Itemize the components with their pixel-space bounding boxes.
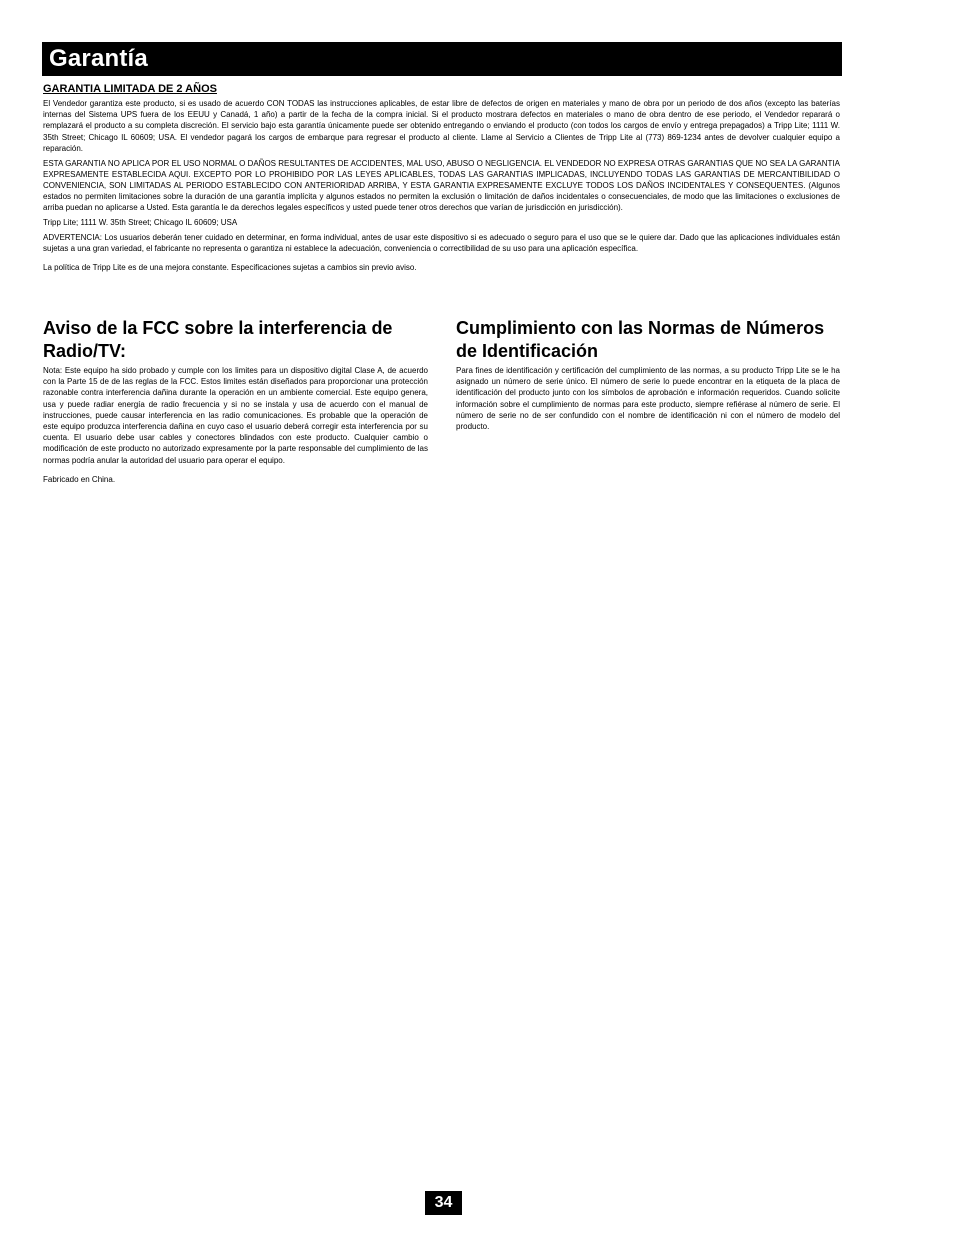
warranty-address: Tripp Lite; 1111 W. 35th Street; Chicago IL 60609; USA	[43, 218, 238, 228]
warranty-heading: GARANTIA LIMITADA DE 2 AÑOS	[43, 83, 217, 95]
warranty-warning-paragraph: ADVERTENCIA: Los usuarios deberán tener cuidado en determinar, en forma individual, antes de usar este dispositivo si es adecuado o seguro para el uso que se le quiere dar. Dado que las aplicaciones individuales están sujetas a una gran variedad, el fabricante no representa o garantiza ni establece la adecuación, conveniencia o correctibilidad de su uso para una aplicación específica.	[43, 232, 840, 253]
compliance-title: Cumplimiento con las Normas de Números de Identificación	[456, 318, 825, 361]
fcc-title: Aviso de la FCC sobre la interferencia de Radio/TV:	[43, 318, 393, 361]
warranty-policy-note: La política de Tripp Lite es de una mejora constante. Especificaciones sujetas a cambios sin previo aviso.	[43, 263, 417, 273]
title-banner	[42, 42, 842, 76]
compliance-section	[456, 317, 840, 436]
fcc-paragraph: Nota: Este equipo ha sido probado y cumple con los limites para un dispositivo digital Clase A, de acuerdo con la Parte 15 de de las reglas de la FCC. Estos limites están diseñados para proporcionar una protección razonable contra interferencia dañina durante la operación en un ambiente comercial. Este equipo genera, usa y puede radiar energía de radio frecuencia y si no se instala y usa de acuerdo con el manual de instrucciones, puede causar interferencia en las radio comunicaciones. Es probable que la operación de este equipo produzca interferencia dañina en cuyo caso el usuario deberá corregir esta interferencia por su cuenta. El usuario debe usar cables y conectores blindados con este producto. Cualquier cambio o modificación de este producto no autorizado expresamente por la parte responsable del cumplimiento de las normas podría anular la autoridad del usuario para operar el equipo.	[43, 366, 428, 465]
compliance-paragraph: Para fines de identificación y certificación del cumplimiento de las normas, a su producto Tripp Lite se le ha asignado un número de serie único. El número de serie lo puede encontrar en la etiqueta de la placa de identificación del producto junto con los símbolos de aprobación e información requeridos. Cuando solicite información sobre el cumplimiento de normas para este producto, siempre refiérase al número de serie. El número de serie no de ser confundido con el nombre de identificación ni con el número de modelo del producto.	[456, 366, 840, 432]
fcc-section	[43, 317, 428, 489]
warranty-disclaimer-paragraph: ESTA GARANTIA NO APLICA POR EL USO NORMAL O DAÑOS RESULTANTES DE ACCIDENTES, MAL USO, ABUSO O NEGLIGENCIA. EL VENDEDOR NO EXPRESA OTRAS GARANTIAS QUE NO SEA LA GARANTIA EXPRESAMENTE ESTABLECIDA AQUI. EXCEPTO POR LO PROHIBIDO POR LAS LEYES APLICABLES, TODAS LAS GARANTIAS IMPLICADAS, INCLUYENDO TODAS LAS GARANTIAS DE MERCANTIBILIDAD O CONVENIENCIA, SON LIMITADAS AL PERIODO ESTABLECIDO CON ANTERIORIDAD ARRIBA, Y ESTA GARANTIA EXPRESAMENTE EXCLUYE TODOS LOS DAÑOS INCIDENTALES Y CONSEQUENTES. (Algunos estados no permiten limitaciones sobre la duración de una garantía implícita y algunos estados no permiten la exclusión o limitación de daños incidentales o consecuenciales, de modo que las limitaciones o exclusiones de arriba puedan no aplicarse a Usted. Esta garantía le da derechos legales específicos y usted puede tener otros derechos que varían de jurisdicción en jurisdicción).	[43, 158, 840, 213]
fcc-made-in-note: Fabricado en China.	[43, 474, 116, 484]
warranty-section	[43, 83, 840, 277]
page-title: Garantía	[49, 45, 148, 72]
warranty-paragraph: El Vendedor garantiza este producto, si es usado de acuerdo CON TODAS las instrucciones aplicables, de estar libre de defectos de origen en materiales y mano de obra por un periodo de dos años (excepto las baterías internas del Sistema UPS fuera de los EEUU y Canadá, 1 año) a partir de la fecha de la compra inicial. Si el producto mostrara defectos en materiales o mano de obra dentro de ese periodo, el Vendedor reparará o remplazará el producto a su completa discreción. El servicio bajo esta garantía únicamente puede ser obtenido entregando o enviando el producto (con todos los cargos de envío y entrega prepagados) a Tripp Lite; 1111 W. 35th Street; Chicago IL 60609; USA. El vendedor pagará los cargos de embarque para regresar el producto al cliente. Llame al Servicio a Clientes de Tripp Lite al (773) 869-1234 antes de devolver cualquier equipo a reparación.	[43, 99, 840, 153]
page-number: 34	[425, 1191, 462, 1215]
